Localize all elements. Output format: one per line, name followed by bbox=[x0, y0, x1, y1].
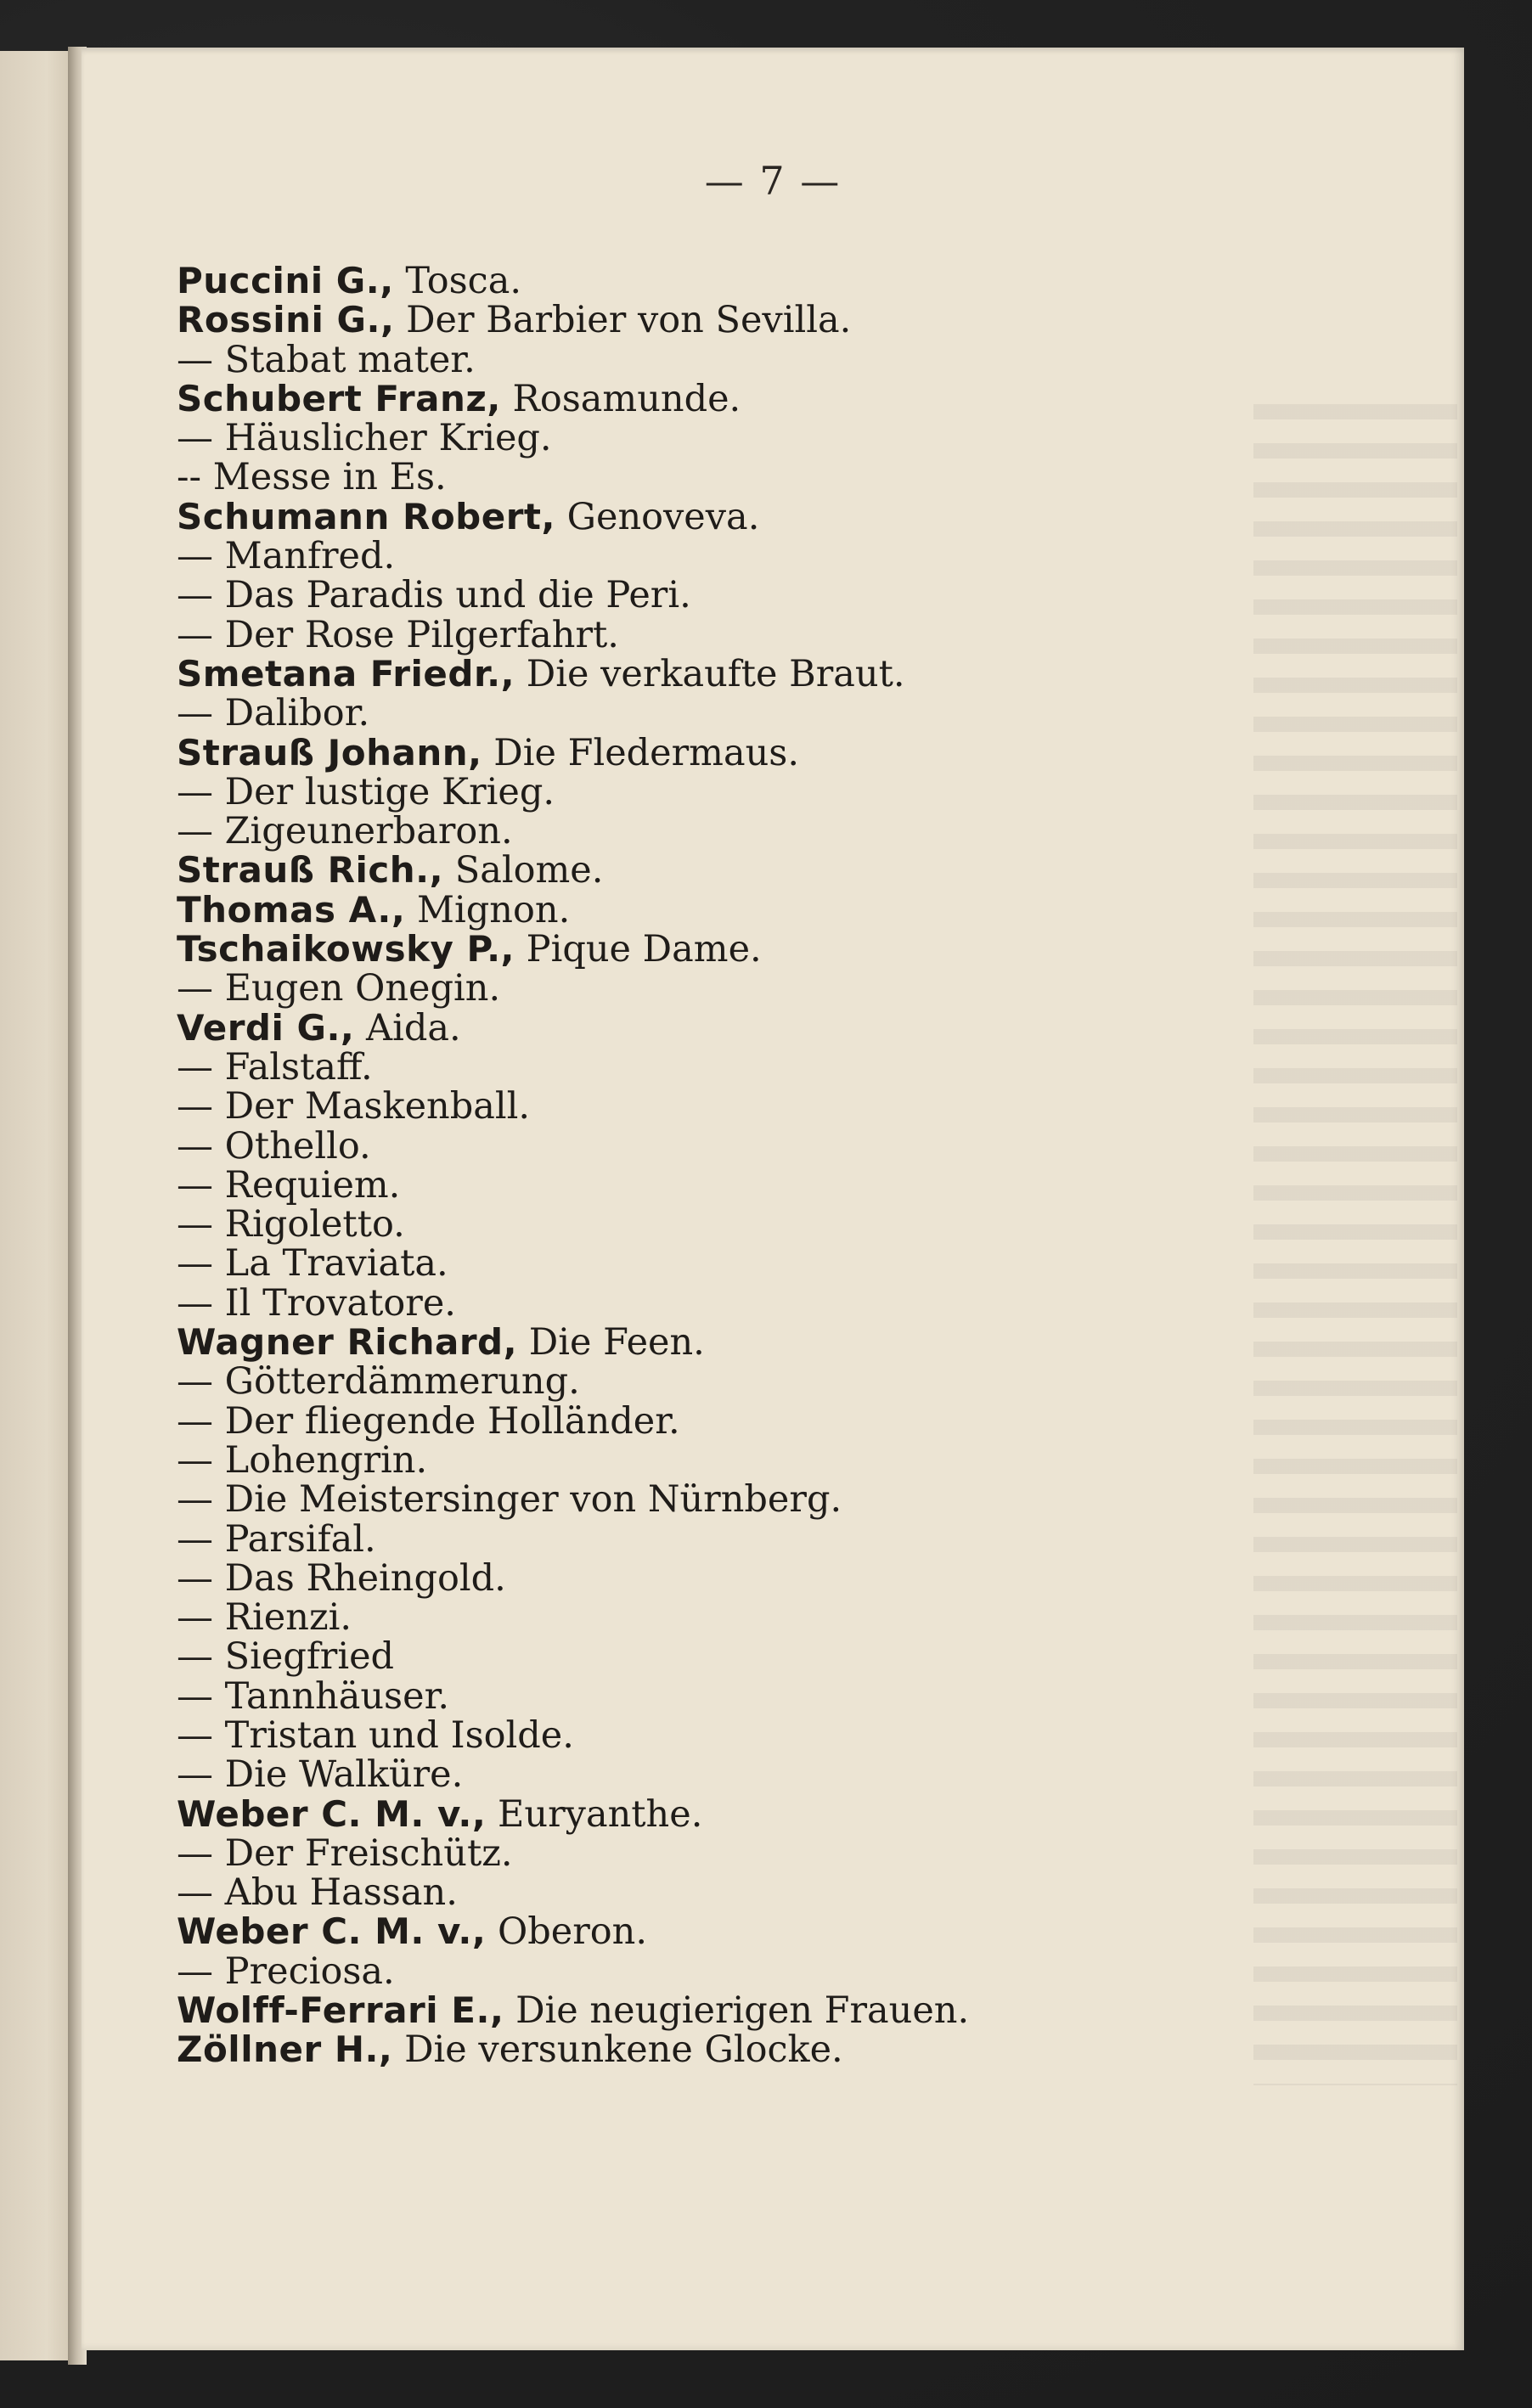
composer-name: Schumann Robert, bbox=[177, 495, 555, 537]
work-title: — Dalibor. bbox=[177, 692, 370, 735]
composer-name: Schubert Franz, bbox=[177, 377, 501, 419]
work-title: — Der Freischütz. bbox=[177, 1831, 513, 1875]
work-title: — Das Rheingold. bbox=[177, 1556, 506, 1600]
list-item bbox=[177, 812, 1366, 851]
work-title: — Siegfried bbox=[177, 1635, 395, 1679]
work-title: — Tannhäuser. bbox=[177, 1674, 450, 1718]
list-item bbox=[177, 1124, 1366, 1167]
work-title: Mignon. bbox=[417, 888, 571, 931]
work-title: — Lohengrin. bbox=[177, 1438, 428, 1482]
work-title: — Abu Hassan. bbox=[177, 1871, 458, 1915]
list-item bbox=[177, 1792, 1366, 1836]
work-title: — Preciosa. bbox=[177, 1949, 395, 1993]
list-item bbox=[177, 770, 1366, 813]
list-item bbox=[177, 888, 1366, 931]
list-item bbox=[177, 969, 1366, 1008]
work-title: — Der fliegende Holländer. bbox=[177, 1399, 680, 1443]
list-item bbox=[177, 1163, 1366, 1207]
list-item bbox=[177, 851, 1366, 890]
list-item bbox=[177, 340, 1366, 380]
work-title: Pique Dame. bbox=[526, 928, 762, 971]
composer-name: Puccini G., bbox=[177, 260, 394, 301]
composer-name: Weber C. M. v., bbox=[177, 1792, 487, 1835]
work-title: Der Barbier von Sevilla. bbox=[406, 299, 852, 342]
composer-name: Wagner Richard, bbox=[177, 1321, 518, 1364]
list-item bbox=[177, 1596, 1366, 1640]
work-title: Euryanthe. bbox=[498, 1792, 703, 1836]
list-item bbox=[177, 1478, 1366, 1522]
work-title: — Eugen Onegin. bbox=[177, 967, 501, 1010]
list-item bbox=[177, 1323, 1366, 1362]
list-item bbox=[177, 1635, 1366, 1679]
list-item bbox=[177, 930, 1366, 969]
list-item bbox=[177, 377, 1366, 420]
list-item bbox=[177, 731, 1366, 774]
list-item bbox=[177, 1438, 1366, 1482]
list-item bbox=[177, 419, 1366, 458]
work-title: — Il Trovatore. bbox=[177, 1281, 456, 1325]
work-title: — Die Meistersinger von Nürnberg. bbox=[177, 1478, 842, 1522]
list-item bbox=[177, 1556, 1366, 1600]
list-item bbox=[177, 1674, 1366, 1718]
work-title: — Der Rose Pilgerfahrt. bbox=[177, 613, 619, 656]
composer-name: Smetana Friedr., bbox=[177, 652, 515, 695]
work-title: Genoveva. bbox=[566, 495, 760, 538]
work-title: — Stabat mater. bbox=[177, 338, 476, 381]
work-title: Die neugierigen Frauen. bbox=[515, 1989, 970, 2033]
list-item bbox=[177, 1205, 1366, 1244]
list-item bbox=[177, 1242, 1366, 1286]
composer-name: Rossini G., bbox=[177, 299, 395, 341]
work-title: — Die Walküre. bbox=[177, 1753, 464, 1797]
list-item bbox=[177, 1399, 1366, 1443]
list-item bbox=[177, 576, 1366, 615]
work-title: -- Messe in Es. bbox=[177, 456, 447, 499]
composer-name: Zöllner H., bbox=[177, 2028, 393, 2071]
list-item bbox=[177, 1910, 1366, 1954]
list-item bbox=[177, 1989, 1366, 2033]
list-item bbox=[177, 1006, 1366, 1049]
work-title: — Der lustige Krieg. bbox=[177, 770, 555, 813]
list-item bbox=[177, 458, 1366, 497]
list-item bbox=[177, 1831, 1366, 1875]
work-title: — La Traviata. bbox=[177, 1242, 448, 1286]
work-title: Aida. bbox=[366, 1006, 461, 1049]
work-title: Rosamunde. bbox=[512, 377, 741, 420]
work-title: Die Feen. bbox=[528, 1321, 705, 1364]
list-item bbox=[177, 1871, 1366, 1915]
composer-name: Verdi G., bbox=[177, 1006, 355, 1049]
left-page-edge bbox=[0, 51, 78, 2360]
work-title: — Rienzi. bbox=[177, 1596, 352, 1640]
list-item bbox=[177, 1713, 1366, 1757]
list-item bbox=[177, 2028, 1366, 2072]
list-item bbox=[177, 652, 1366, 695]
list-item bbox=[177, 1045, 1366, 1089]
composer-name: Tschaikowsky P., bbox=[177, 928, 515, 971]
list-item bbox=[177, 1281, 1366, 1325]
work-title: — Rigoletto. bbox=[177, 1203, 405, 1246]
work-title: Oberon. bbox=[498, 1910, 648, 1954]
list-item bbox=[177, 694, 1366, 733]
list-item bbox=[177, 495, 1366, 538]
page-number: — 7 — bbox=[704, 158, 842, 204]
composer-name: Weber C. M. v., bbox=[177, 1910, 487, 1953]
work-title: Salome. bbox=[454, 849, 604, 892]
list-item bbox=[177, 1087, 1366, 1126]
work-title: Tosca. bbox=[405, 260, 522, 302]
work-title: Die versunkene Glocke. bbox=[404, 2028, 843, 2072]
opera-list bbox=[177, 262, 1366, 2070]
list-item bbox=[177, 613, 1366, 656]
work-title: — Requiem. bbox=[177, 1163, 401, 1207]
work-title: — Götterdämmerung. bbox=[177, 1360, 580, 1404]
work-title: — Das Paradis und die Peri. bbox=[177, 574, 691, 617]
list-item bbox=[177, 1517, 1366, 1561]
work-title: Die verkaufte Braut. bbox=[526, 652, 905, 695]
composer-name: Thomas A., bbox=[177, 888, 406, 931]
work-title: — Häuslicher Krieg. bbox=[177, 417, 552, 460]
work-title: Die Fledermaus. bbox=[493, 731, 800, 774]
work-title: — Manfred. bbox=[177, 535, 396, 578]
composer-name: Strauß Rich., bbox=[177, 849, 444, 892]
composer-name: Strauß Johann, bbox=[177, 731, 482, 774]
list-item bbox=[177, 1949, 1366, 1993]
work-title: — Falstaff. bbox=[177, 1045, 373, 1089]
list-item bbox=[177, 262, 1366, 301]
work-title: — Tristan und Isolde. bbox=[177, 1713, 574, 1757]
list-item bbox=[177, 1753, 1366, 1797]
book-page bbox=[82, 48, 1464, 2350]
work-title: — Othello. bbox=[177, 1124, 371, 1167]
composer-name: Wolff-Ferrari E., bbox=[177, 1989, 504, 2032]
work-title: — Der Maskenball. bbox=[177, 1085, 531, 1128]
work-title: — Zigeunerbaron. bbox=[177, 810, 513, 853]
list-item bbox=[177, 537, 1366, 576]
work-title: — Parsifal. bbox=[177, 1517, 376, 1561]
list-item bbox=[177, 1360, 1366, 1404]
list-item bbox=[177, 301, 1366, 340]
